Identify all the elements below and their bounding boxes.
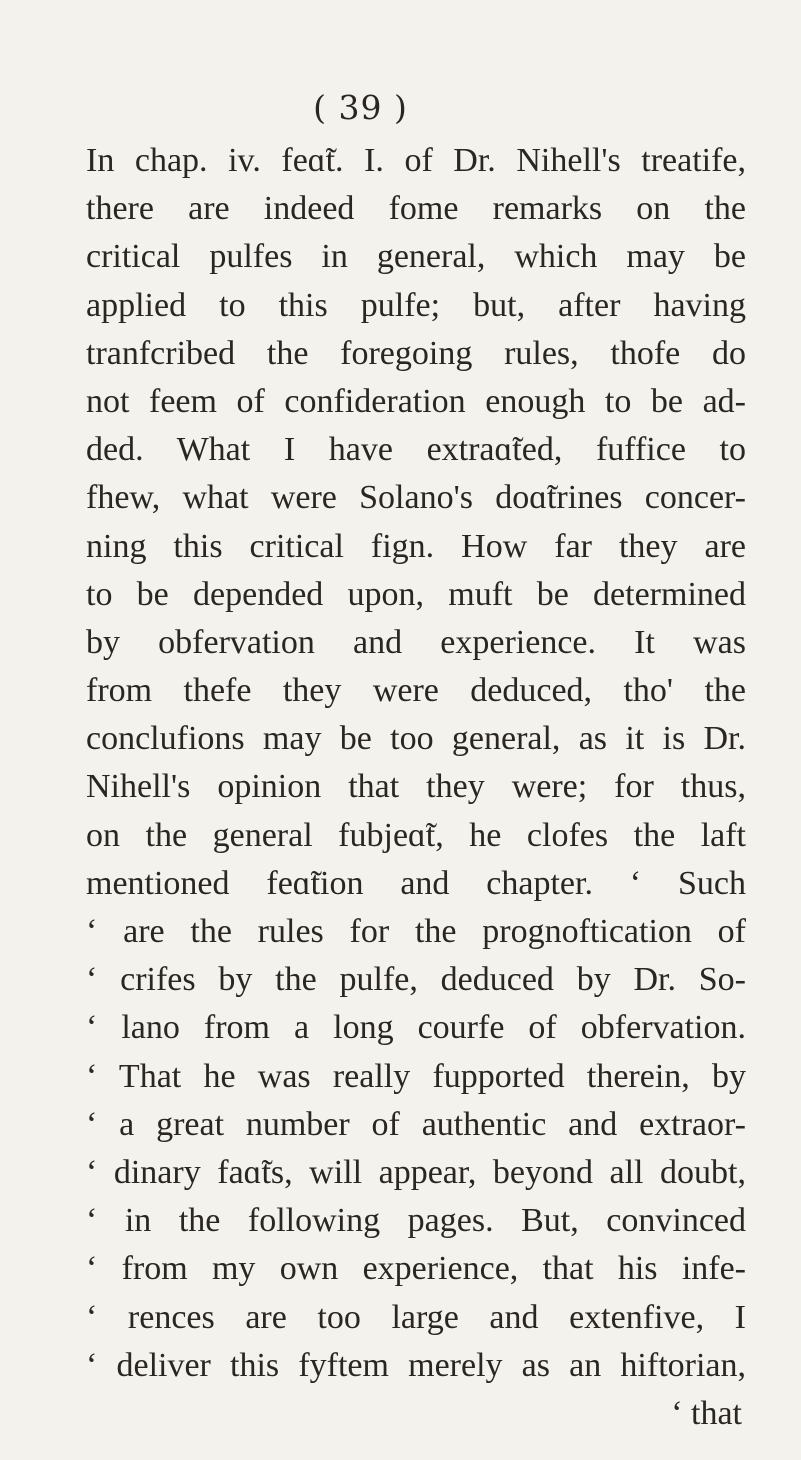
- page-number: ( 39 ): [313, 88, 408, 127]
- catchword: ‘ that: [671, 1394, 742, 1432]
- text-line: ning this critical fign. How far they are: [86, 527, 746, 565]
- text-line: mentioned feɑ̃tion and chapter. ‘ Such: [86, 864, 746, 902]
- text-line: ‘ rences are too large and extenfive, I: [86, 1298, 746, 1336]
- text-line: ‘ dinary faɑ̃ts, will appear, beyond all doubt,: [86, 1153, 746, 1191]
- text-line: not feem of confideration enough to be ad-: [86, 382, 746, 420]
- text-line: by obfervation and experience. It was: [86, 623, 746, 661]
- text-line: conclufions may be too general, as it is Dr.: [86, 720, 746, 758]
- text-line: tranfcribed the foregoing rules, thofe do: [86, 334, 746, 372]
- text-line: In chap. iv. feɑ̃t. I. of Dr. Nihell's treatife,: [86, 142, 746, 179]
- text-line: ‘ deliver this fyftem merely as an hiftorian,: [86, 1346, 746, 1384]
- text-line: ‘ lano from a long courfe of obfervation.: [86, 1009, 746, 1047]
- text-line: applied to this pulfe; but, after having: [86, 286, 746, 324]
- text-line: fhew, what were Solano's doɑ̃trines concer-: [86, 479, 746, 517]
- text-line: ‘ in the following pages. But, convinced: [86, 1202, 746, 1240]
- text-line: ‘ crifes by the pulfe, deduced by Dr. So-: [86, 961, 746, 999]
- text-line: critical pulfes in general, which may be: [86, 238, 746, 276]
- text-line: Nihell's opinion that they were; for thus,: [86, 768, 746, 806]
- text-line: ‘ are the rules for the prognoftication of: [86, 913, 746, 950]
- text-line: on the general fubjeɑ̃t, he clofes the laft: [86, 816, 746, 854]
- text-line: to be depended upon, muft be determined: [86, 575, 746, 613]
- body-text: [86, 137, 746, 1438]
- text-line: from thefe they were deduced, tho' the: [86, 672, 746, 710]
- text-line: ‘ a great number of authentic and extraor-: [86, 1105, 746, 1143]
- text-line: ‘ from my own experience, that his infe-: [86, 1250, 746, 1288]
- text-line: ded. What I have extraɑ̃ted, fuffice to: [86, 431, 746, 469]
- text-line: there are indeed fome remarks on the: [86, 190, 746, 228]
- text-line: ‘ That he was really fupported therein, by: [86, 1057, 746, 1095]
